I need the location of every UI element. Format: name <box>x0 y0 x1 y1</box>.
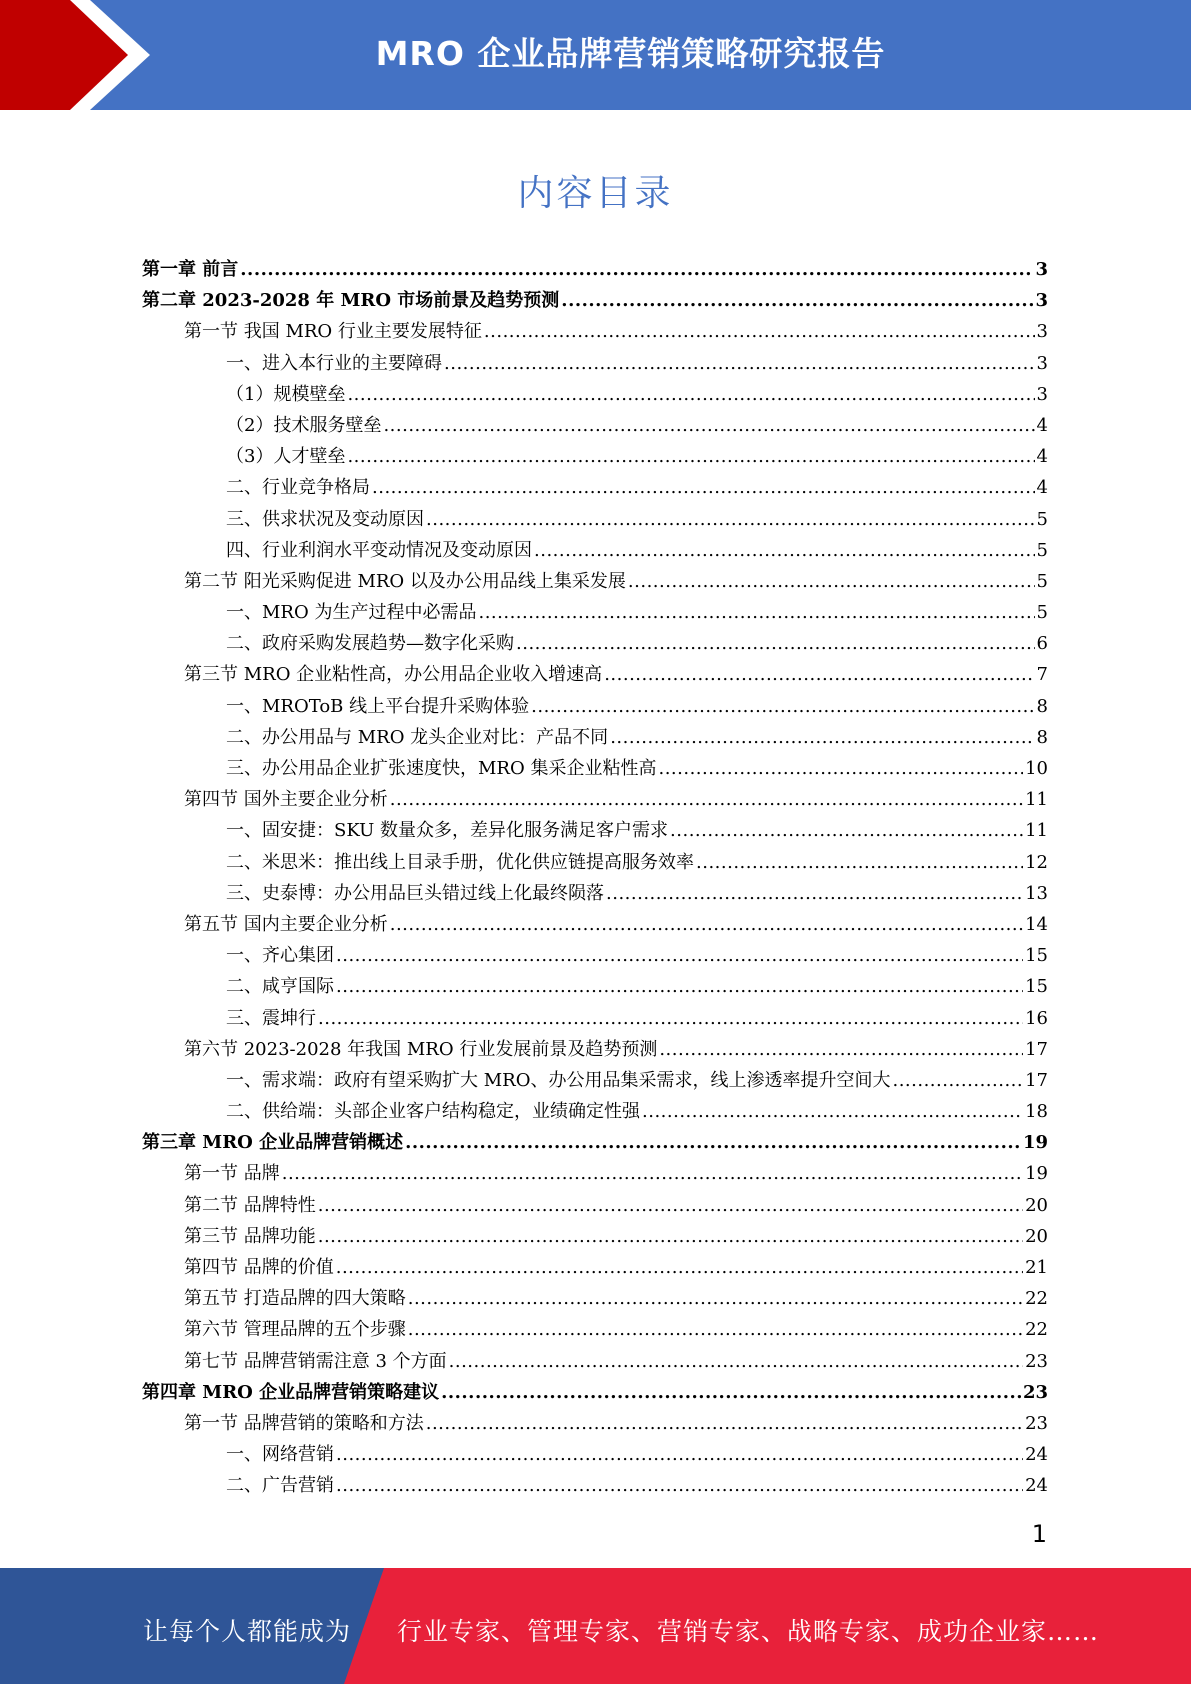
toc-entry-page: 17 <box>1025 1038 1048 1060</box>
toc-entry-title: 第一章 前言 <box>142 259 239 280</box>
toc-dot-leader <box>336 971 1023 1002</box>
toc-dot-leader <box>892 1065 1023 1096</box>
toc-entry[interactable] <box>142 1096 1048 1127</box>
toc-entry-page: 3 <box>1036 352 1048 374</box>
toc-dot-leader <box>390 909 1023 940</box>
toc-entry-title: 四、行业利润水平变动情况及变动原因 <box>226 539 532 561</box>
toc-dot-leader <box>642 1096 1023 1127</box>
toc-dot-leader <box>670 815 1023 846</box>
toc-entry-page: 13 <box>1025 882 1048 904</box>
toc-entry[interactable] <box>142 472 1048 503</box>
toc-entry-page: 10 <box>1025 758 1048 779</box>
toc-entry-page: 4 <box>1036 414 1048 436</box>
toc-entry-page: 6 <box>1036 633 1048 655</box>
toc-entry[interactable] <box>142 441 1048 472</box>
toc-entry-title: 第五节 国内主要企业分析 <box>184 913 388 935</box>
toc-entry-title: 三、史泰博：办公用品巨头错过线上化最终陨落 <box>226 882 604 904</box>
page-number: 1 <box>1031 1520 1047 1548</box>
toc-entry-title: （1）规模壁垒 <box>226 383 346 405</box>
toc-dot-leader <box>628 566 1035 597</box>
toc-dot-leader <box>441 1377 1021 1408</box>
toc-dot-leader <box>318 1003 1023 1034</box>
toc-entry-page: 18 <box>1025 1101 1048 1123</box>
toc-dot-leader <box>516 628 1035 659</box>
toc-entry[interactable] <box>142 1314 1048 1345</box>
toc-dot-leader <box>372 472 1035 503</box>
toc-entry[interactable] <box>142 722 1048 753</box>
toc-entry-page: 22 <box>1025 1319 1048 1341</box>
toc-entry-title: （3）人才壁垒 <box>226 446 346 468</box>
toc-entry-title: 二、米思米：推出线上目录手册，优化供应链提高服务效率 <box>226 851 694 873</box>
toc-entry-page: 5 <box>1036 602 1048 624</box>
toc-entry-page: 15 <box>1025 945 1048 967</box>
toc-entry-title: 一、MRO 为生产过程中必需品 <box>226 602 477 624</box>
toc-entry-page: 23 <box>1025 1350 1048 1372</box>
page-footer <box>0 1568 1191 1684</box>
toc-entry[interactable] <box>142 379 1048 410</box>
toc-entry-page: 20 <box>1025 1194 1048 1216</box>
toc-entry[interactable] <box>142 597 1048 628</box>
toc-dot-leader <box>658 753 1023 784</box>
toc-entry-title: 第七节 品牌营销需注意 3 个方面 <box>184 1350 447 1372</box>
toc-entry[interactable] <box>142 348 1048 379</box>
toc-entry-page: 11 <box>1025 789 1048 811</box>
toc-entry-page: 3 <box>1036 383 1048 405</box>
toc-entry-page: 4 <box>1036 446 1048 468</box>
toc-dot-leader <box>426 504 1035 535</box>
toc-entry-title: 一、网络营销 <box>226 1444 334 1466</box>
toc-entry-page: 16 <box>1025 1007 1048 1029</box>
toc-entry-page: 12 <box>1025 851 1048 873</box>
toc-dot-leader <box>318 1190 1023 1221</box>
footer-slogan-right: 行业专家、管理专家、营销专家、战略专家、成功企业家…… <box>397 1617 1100 1646</box>
toc-entry[interactable] <box>142 971 1048 1002</box>
toc-entry[interactable] <box>142 753 1048 784</box>
toc-entry-title: 二、行业竞争格局 <box>226 477 370 499</box>
toc-entry-page: 20 <box>1025 1225 1048 1247</box>
toc-dot-leader <box>610 722 1034 753</box>
toc-entry[interactable] <box>142 1470 1048 1501</box>
toc-entry-page: 5 <box>1036 570 1048 592</box>
toc-entry-title: 二、供给端：头部企业客户结构稳定，业绩确定性强 <box>226 1101 640 1123</box>
toc-entry-page: 24 <box>1025 1475 1048 1497</box>
toc-entry-title: 第一节 品牌营销的策略和方法 <box>184 1412 424 1434</box>
toc-entry[interactable] <box>142 847 1048 878</box>
toc-entry-page: 3 <box>1035 290 1048 312</box>
toc-dot-leader <box>347 441 1034 472</box>
toc-entry[interactable] <box>142 628 1048 659</box>
table-of-contents <box>142 254 1048 1502</box>
toc-entry-title: 三、震坤行 <box>226 1007 316 1029</box>
toc-entry-title: 一、固安捷：SKU 数量众多，差异化服务满足客户需求 <box>226 820 669 842</box>
toc-entry[interactable] <box>142 659 1048 690</box>
header-title: MRO 企业品牌营销策略研究报告 <box>375 34 886 73</box>
toc-entry-page: 23 <box>1022 1381 1048 1403</box>
toc-entry-page: 7 <box>1036 664 1048 686</box>
toc-entry[interactable] <box>142 316 1048 347</box>
toc-entry[interactable] <box>142 940 1048 971</box>
toc-entry[interactable] <box>142 878 1048 909</box>
toc-dot-leader <box>336 1470 1023 1501</box>
toc-entry-page: 15 <box>1025 976 1048 998</box>
toc-dot-leader <box>696 847 1023 878</box>
toc-entry-page: 19 <box>1022 1132 1048 1154</box>
toc-entry-page: 22 <box>1025 1288 1048 1310</box>
toc-entry-page: 11 <box>1025 820 1048 842</box>
toc-entry-title: 第四章 MRO 企业品牌营销策略建议 <box>142 1381 440 1403</box>
toc-entry[interactable] <box>142 691 1048 722</box>
toc-dot-leader <box>282 1158 1023 1189</box>
toc-dot-leader <box>478 597 1034 628</box>
toc-entry-title: 第四节 品牌的价值 <box>184 1257 334 1278</box>
toc-entry[interactable] <box>142 784 1048 815</box>
toc-entry-title: 第三节 品牌功能 <box>184 1225 316 1247</box>
toc-dot-leader <box>408 1283 1023 1314</box>
toc-entry-page: 3 <box>1035 259 1048 280</box>
toc-entry-page: 21 <box>1025 1257 1048 1278</box>
toc-dot-leader <box>408 1314 1023 1345</box>
toc-entry-title: 一、齐心集团 <box>226 945 334 967</box>
toc-heading: 内容目录 <box>517 173 674 214</box>
toc-dot-leader <box>383 410 1034 441</box>
toc-entry[interactable] <box>142 1190 1048 1221</box>
toc-entry[interactable] <box>142 1221 1048 1252</box>
toc-dot-leader <box>444 348 1035 379</box>
page-header <box>0 0 1191 110</box>
toc-entry-title: 第四节 国外主要企业分析 <box>184 789 388 811</box>
toc-entry[interactable] <box>142 1283 1048 1314</box>
toc-entry[interactable] <box>142 1377 1048 1408</box>
toc-entry-page: 8 <box>1036 695 1048 717</box>
toc-entry-title: 一、需求端：政府有望采购扩大 MRO、办公用品集采需求，线上渗透率提升空间大 <box>226 1069 891 1091</box>
toc-entry-page: 4 <box>1036 477 1048 499</box>
toc-entry-page: 24 <box>1025 1444 1048 1466</box>
toc-entry-title: 第一节 我国 MRO 行业主要发展特征 <box>184 321 482 343</box>
toc-entry[interactable] <box>142 566 1048 597</box>
toc-entry[interactable] <box>142 1034 1048 1065</box>
toc-dot-leader <box>426 1408 1023 1439</box>
toc-entry-title: 第二节 阳光采购促进 MRO 以及办公用品线上集采发展 <box>184 570 626 592</box>
toc-entry-title: （2）技术服务壁垒 <box>226 414 382 436</box>
toc-entry[interactable] <box>142 1065 1048 1096</box>
toc-entry-title: 第三章 MRO 企业品牌营销概述 <box>142 1132 404 1154</box>
toc-entry-title: 第二章 2023-2028 年 MRO 市场前景及趋势预测 <box>142 290 560 312</box>
toc-entry-title: 二、广告营销 <box>226 1475 334 1497</box>
toc-entry-title: 一、MROToB 线上平台提升采购体验 <box>226 695 530 717</box>
toc-entry[interactable] <box>142 410 1048 441</box>
toc-entry[interactable] <box>142 535 1048 566</box>
toc-entry[interactable] <box>142 909 1048 940</box>
toc-entry[interactable] <box>142 815 1048 846</box>
toc-entry-title: 第三节 MRO 企业粘性高，办公用品企业收入增速高 <box>184 664 603 686</box>
toc-dot-leader <box>390 784 1023 815</box>
toc-entry-page: 8 <box>1036 726 1048 748</box>
toc-entry-title: 第六节 2023-2028 年我国 MRO 行业发展前景及趋势预测 <box>184 1038 658 1060</box>
toc-entry-page: 5 <box>1036 539 1048 561</box>
toc-entry[interactable] <box>142 1003 1048 1034</box>
toc-dot-leader <box>336 1439 1023 1470</box>
toc-dot-leader <box>347 379 1034 410</box>
toc-entry[interactable] <box>142 1127 1048 1158</box>
toc-entry[interactable] <box>142 1408 1048 1439</box>
toc-entry-page: 14 <box>1025 913 1048 935</box>
toc-entry[interactable] <box>142 1439 1048 1470</box>
toc-entry-title: 第二节 品牌特性 <box>184 1194 316 1216</box>
toc-entry-title: 二、办公用品与 MRO 龙头企业对比：产品不同 <box>226 726 609 748</box>
footer-slogan-left: 让每个人都能成为 <box>143 1617 352 1646</box>
toc-dot-leader <box>604 659 1034 690</box>
toc-entry-title: 第一节 品牌 <box>184 1163 280 1185</box>
toc-entry[interactable] <box>142 285 1048 316</box>
toc-dot-leader <box>561 285 1033 316</box>
toc-dot-leader <box>405 1127 1021 1158</box>
toc-entry[interactable] <box>142 1158 1048 1189</box>
toc-dot-leader <box>336 1252 1023 1283</box>
toc-entry-title: 第五节 打造品牌的四大策略 <box>184 1288 406 1310</box>
toc-dot-leader <box>606 878 1023 909</box>
toc-dot-leader <box>531 691 1034 722</box>
toc-dot-leader <box>449 1346 1023 1377</box>
toc-entry-title: 三、供求状况及变动原因 <box>226 508 424 530</box>
toc-entry[interactable] <box>142 254 1048 285</box>
toc-dot-leader <box>318 1221 1023 1252</box>
toc-dot-leader <box>336 940 1023 971</box>
toc-entry-title: 二、咸亨国际 <box>226 976 334 998</box>
toc-dot-leader <box>240 254 1033 285</box>
toc-entry[interactable] <box>142 1346 1048 1377</box>
toc-entry[interactable] <box>142 504 1048 535</box>
toc-entry-title: 三、办公用品企业扩张速度快，MRO 集采企业粘性高 <box>226 758 657 779</box>
toc-entry[interactable] <box>142 1252 1048 1283</box>
toc-dot-leader <box>659 1034 1023 1065</box>
toc-entry-page: 5 <box>1036 508 1048 530</box>
toc-entry-title: 一、进入本行业的主要障碍 <box>226 352 442 374</box>
toc-entry-page: 19 <box>1025 1163 1048 1185</box>
toc-entry-title: 二、政府采购发展趋势—数字化采购 <box>226 633 514 655</box>
toc-entry-page: 17 <box>1025 1069 1048 1091</box>
toc-entry-page: 3 <box>1036 321 1048 343</box>
toc-entry-title: 第六节 管理品牌的五个步骤 <box>184 1319 406 1341</box>
toc-entry-page: 23 <box>1025 1412 1048 1434</box>
toc-dot-leader <box>484 316 1035 347</box>
toc-dot-leader <box>534 535 1035 566</box>
